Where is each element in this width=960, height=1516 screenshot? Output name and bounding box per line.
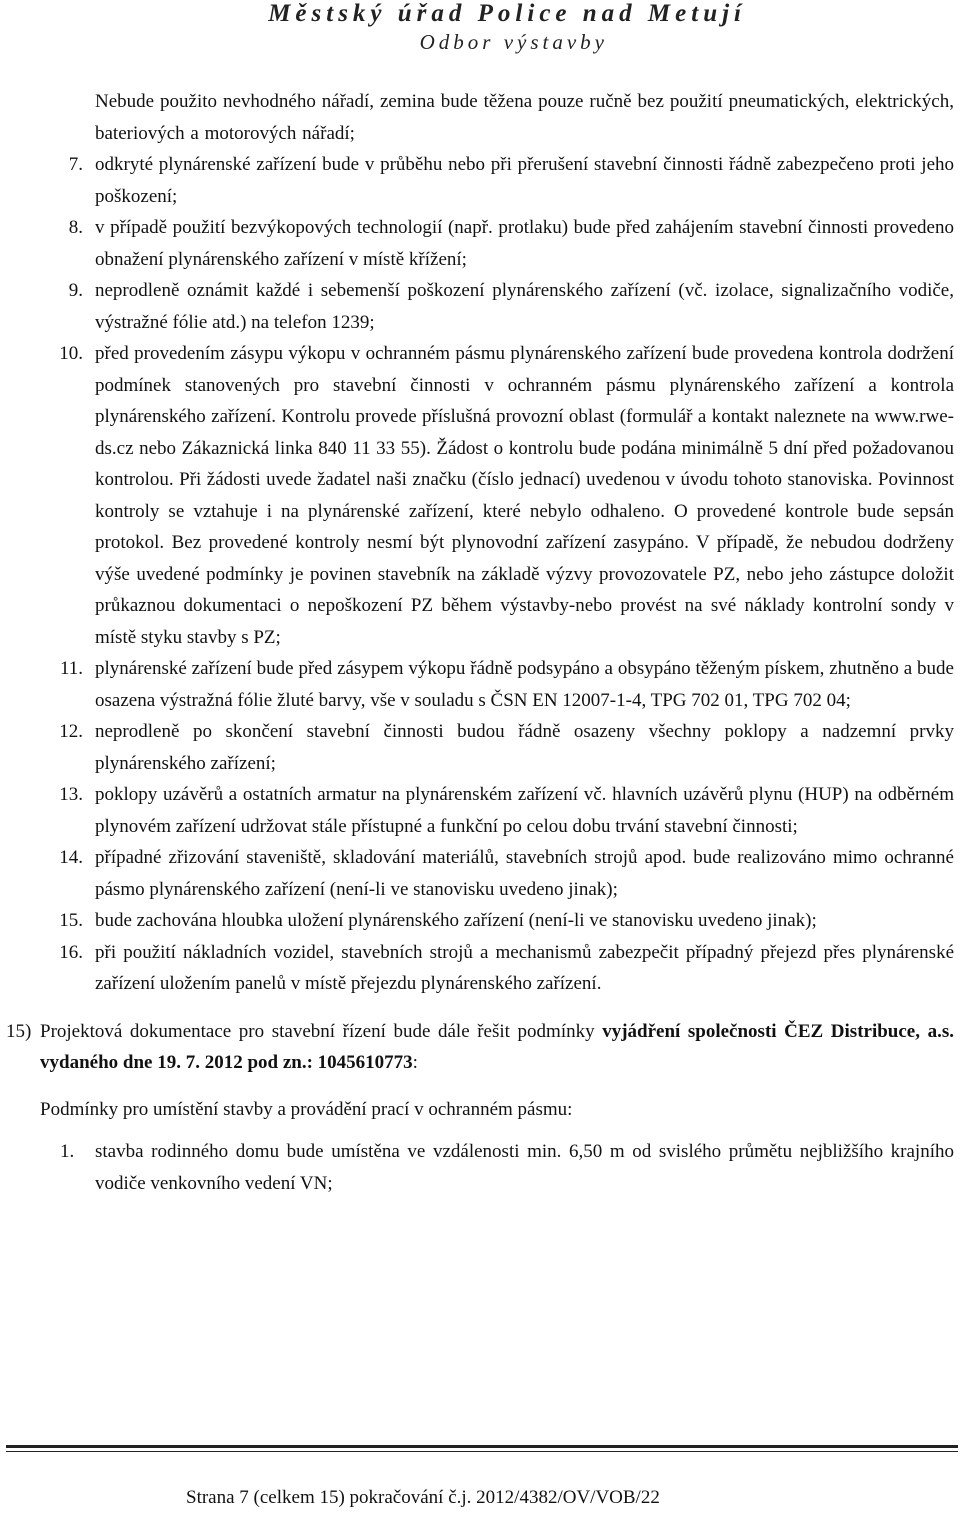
page-footer: Strana 7 (celkem 15) pokračování č.j. 2012/4382/OV/VOB/22 (186, 1487, 660, 1508)
item-text: plynárenské zařízení bude před zásypem výkopu řádně podsypáno a obsypáno těženým pískem, zhutněno a bude osazena výstražná fólie žluté barvy, vše v souladu s ČSN EN 12007-1-4, TPG 702 01, TPG 702 04; (95, 658, 954, 711)
item-number: 14. (59, 847, 83, 868)
section-text: Projektová dokumentace pro stavební řízení bude dále řešit podmínky (40, 1020, 603, 1042)
item-number: 13. (59, 784, 83, 805)
section-bold-reference: vyjádření společnosti ČEZ Distribuce, a.s. vydaného dne 19. 7. 2012 pod zn.: 1045610773 (40, 1020, 954, 1073)
document-body (0, 86, 960, 1199)
list-item (0, 779, 960, 842)
item-number: 11. (59, 658, 83, 679)
list-item (0, 937, 960, 1000)
item-text: před provedením zásypu výkopu v ochranném pásmu plynárenského zařízení bude provedena kontrola dodržení podmínek stanovených pro stavební činnosti v ochranném pásmu plynárenského zařízení a kontrola plynárenského zařízení. Kontrolu provede příslušná provozní oblast (formulář a kontakt naleznete na www.rwe-ds.cz nebo Zákaznická linka 840 11 33 55). Žádost o kontrolu bude podána minimálně 5 dní před požadovanou kontrolou. Při žádosti uvede žadatel naši značku (číslo jednací) uvedenou v úvodu tohoto stanoviska. Povinnost kontroly se vztahuje i na plynárenské zařízení, které nebylo odhaleno. O provedené kontrole bude sepsán protokol. Bez provedené kontroly nesmí být plynovodní zařízení zasypáno. V případě, že nebudou dodrženy výše uvedené podmínky je povinen stavebník na základě výzvy provozovatele PZ, nebo jeho zástupce doložit průkaznou dokumentaci o nepoškození PZ během výstavby-nebo provést na své náklady kontrolní sondy v místě styku stavby s PZ; (95, 343, 954, 648)
office-title: Městský úřad Police nad Metují (268, 0, 746, 27)
item-number: 12. (59, 721, 83, 742)
item-text: bude zachována hloubka uložení plynárenského zařízení (není-li ve stanovisku uvedeno jinak); (95, 910, 817, 931)
item-text: neprodleně po skončení stavební činnosti budou řádně osazeny všechny poklopy a nadzemní prvky plynárenského zařízení; (95, 721, 954, 774)
item-number: 7. (68, 154, 83, 175)
item-text: neprodleně oznámit každé i sebemenší poškození plynárenského zařízení (vč. izolace, signalizačního vodiče, výstražné fólie atd.) na telefon 1239; (95, 280, 954, 333)
item-number: 1. (60, 1141, 75, 1162)
footer-divider (6, 1445, 958, 1448)
item-text: případné zřizování staveniště, skladování materiálů, stavebních strojů apod. bude realizováno mimo ochranné pásmo plynárenského zařízení (není-li ve stanovisku uvedeno jinak); (95, 847, 954, 900)
department-subtitle: Odbor výstavby (419, 30, 608, 54)
conditions-heading: Podmínky pro umístění stavby a provádění prací v ochranném pásmu: (40, 1098, 573, 1120)
item-text: odkryté plynárenské zařízení bude v průběhu nebo při přerušení stavební činnosti řádně zabezpečeno proti jeho poškození; (95, 154, 954, 207)
list-item (0, 716, 960, 779)
list-item (0, 842, 960, 905)
list-item (0, 1136, 960, 1199)
list-item (0, 149, 960, 212)
item-text: stavba rodinného domu bude umístěna ve vzdálenosti min. 6,50 m od svislého průmětu nejbližšího krajního vodiče venkovního vedení VN; (95, 1141, 954, 1194)
section-text-end: : (412, 1052, 418, 1073)
item-number: 15. (59, 910, 83, 931)
list-item (0, 653, 960, 716)
item-text: v případě použití bezvýkopových technologií (např. protlaku) bude před zahájením stavební činnosti provedeno obnažení plynárenského zařízení v místě křížení; (95, 217, 954, 270)
section-15 (0, 1016, 960, 1079)
list-item (0, 905, 960, 937)
item-text: při použití nákladních vozidel, stavebních strojů a mechanismů zabezpečit případný přejezd přes plynárenské zařízení uložením panelů v místě přejezdu plynárenského zařízení. (95, 941, 954, 994)
footer-divider-thin (6, 1451, 958, 1452)
section-number: 15) (6, 1020, 32, 1042)
item-text: poklopy uzávěrů a ostatních armatur na plynárenském zařízení vč. hlavních uzávěrů plynu (HUP) na odběrném plynovém zařízení udržovat stále přístupné a funkční po celou dobu trvání stavební činnosti; (95, 784, 954, 837)
item-number: 9. (68, 280, 83, 301)
item-number: 16. (59, 941, 83, 963)
lead-paragraph: Nebude použito nevhodného nářadí, zemina bude těžena pouze ručně bez použití pneumatických, elektrických, bateriových a motorových nářadí; (95, 91, 954, 144)
page-header (0, 0, 960, 62)
list-item (0, 338, 960, 653)
list-item (0, 275, 960, 338)
item-number: 10. (59, 343, 83, 364)
list-item (0, 212, 960, 275)
item-number: 8. (68, 217, 83, 238)
